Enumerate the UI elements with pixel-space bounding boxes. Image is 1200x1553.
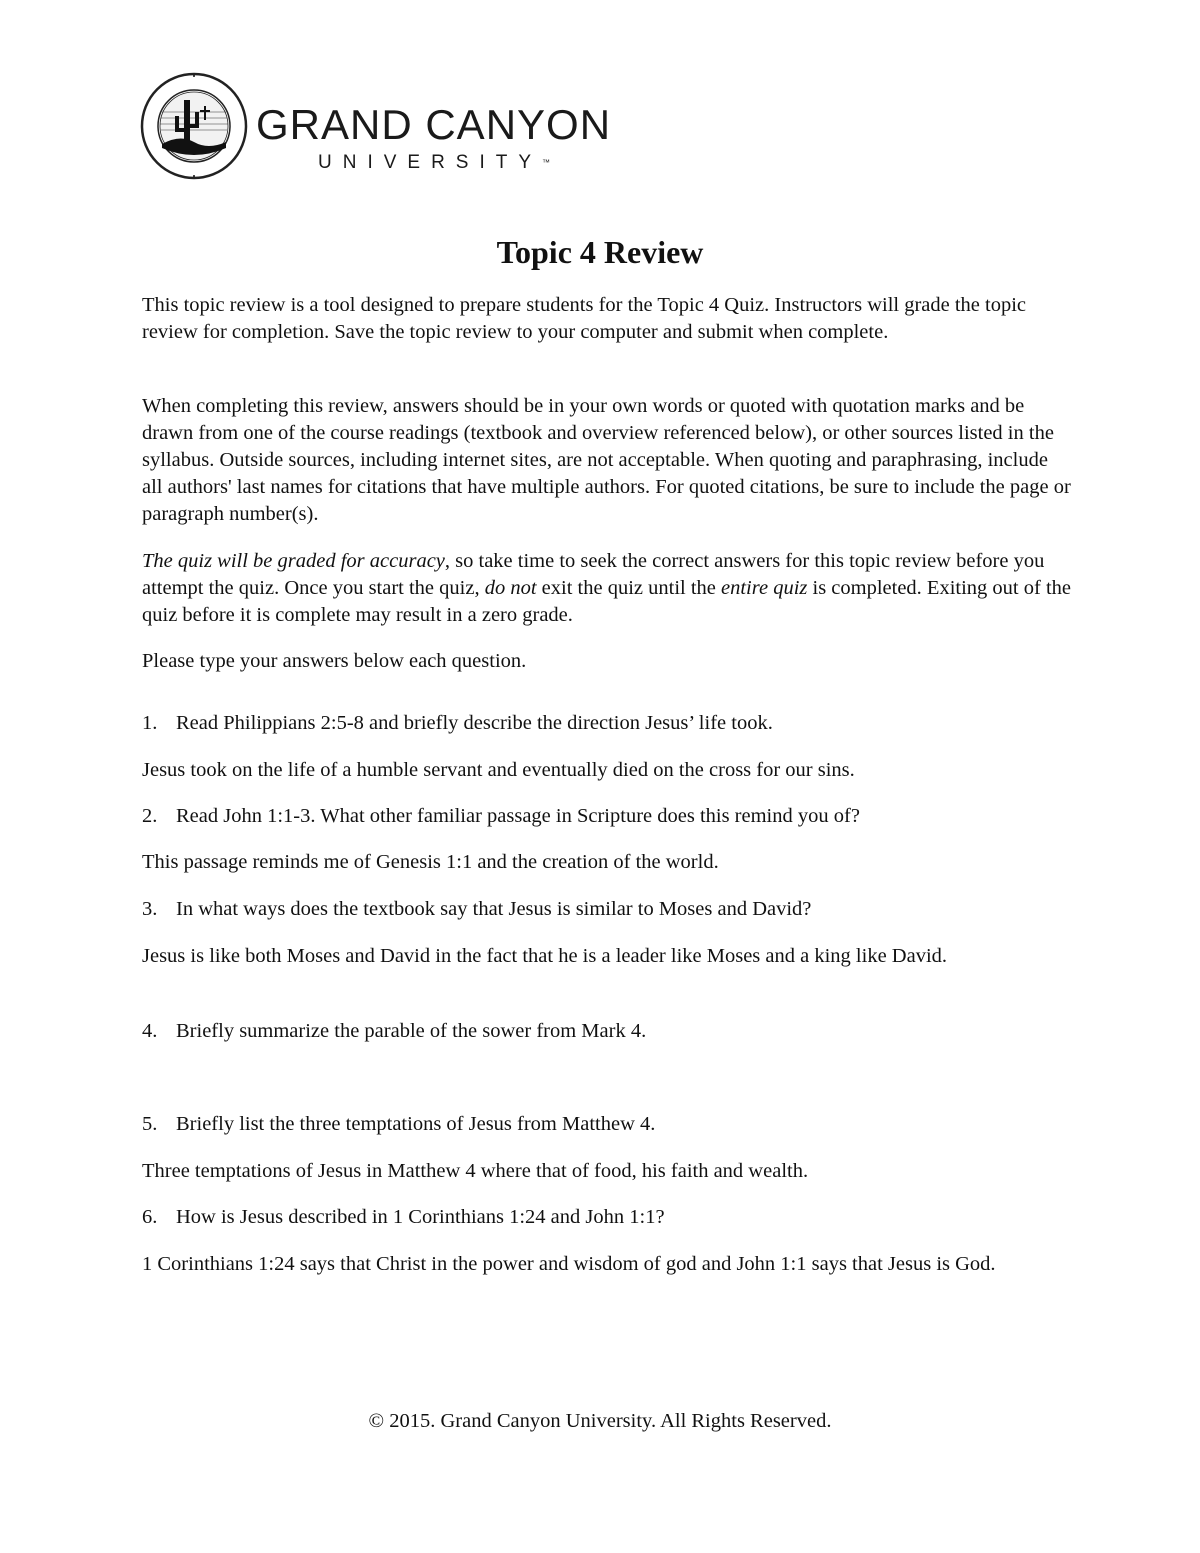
answer-4[interactable] (142, 1050, 1072, 1104)
answer-6[interactable]: 1 Corinthians 1:24 says that Christ in the power and wisdom of god and John 1:1 says that Jesus is God. (142, 1253, 996, 1275)
quiz-note-paragraph: The quiz will be graded for accuracy, so take time to seek the correct answers for this topic review before you attempt the quiz. Once you start the quiz, do not exit the quiz until the entire quiz is completed. Exiting out of the quiz before it is complete may result in a zero grade. (142, 550, 1071, 626)
answer-2[interactable]: This passage reminds me of Genesis 1:1 and the creation of the world. (142, 851, 719, 873)
wordmark-name: GRAND CANYON (256, 101, 612, 148)
wordmark-sub: UNIVERSITY™ (318, 152, 551, 173)
answer-1[interactable]: Jesus took on the life of a humble servant and eventually died on the cross for our sins. (142, 759, 855, 781)
question-3: 3. In what ways does the textbook say that Jesus is similar to Moses and David? (142, 898, 812, 920)
question-6: 6. How is Jesus described in 1 Corinthians 1:24 and John 1:1? (142, 1206, 665, 1228)
copyright-footer: © 2015. Grand Canyon University. All Rights Reserved. (368, 1410, 832, 1432)
university-seal-icon (140, 72, 248, 180)
intro-paragraph-1: This topic review is a tool designed to prepare students for the Topic 4 Quiz. Instructors will grade the topic review for completion. Save the topic review to your computer and submit when complete. (142, 294, 1027, 343)
instruction-text: Please type your answers below each question. (142, 650, 527, 672)
question-2: 2. Read John 1:1-3. What other familiar passage in Scripture does this remind you of? (142, 805, 860, 827)
intro-paragraph-2: When completing this review, answers should be in your own words or quoted with quotation marks and be drawn from one of the course readings (textbook and overview referenced below), or other sources listed in the syllabus. Outside sources, including internet sites, are not acceptable. When quoting and paraphrasing, include all authors' last names for citations that have multiple authors. For quoted citations, be sure to include the page or paragraph number(s). (142, 395, 1071, 525)
page-title: Topic 4 Review (496, 234, 704, 270)
university-logo (140, 72, 640, 182)
answer-5[interactable]: Three temptations of Jesus in Matthew 4 where that of food, his faith and wealth. (142, 1160, 809, 1182)
question-1: 1. Read Philippians 2:5-8 and briefly describe the direction Jesus’ life took. (142, 712, 773, 734)
wordmark (256, 101, 612, 174)
trademark: ™ (542, 158, 551, 167)
question-5: 5. Briefly list the three temptations of Jesus from Matthew 4. (142, 1113, 656, 1135)
answer-3[interactable]: Jesus is like both Moses and David in the fact that he is a leader like Moses and a king like David. (142, 945, 948, 967)
question-4: 4. Briefly summarize the parable of the sower from Mark 4. (142, 1020, 647, 1042)
